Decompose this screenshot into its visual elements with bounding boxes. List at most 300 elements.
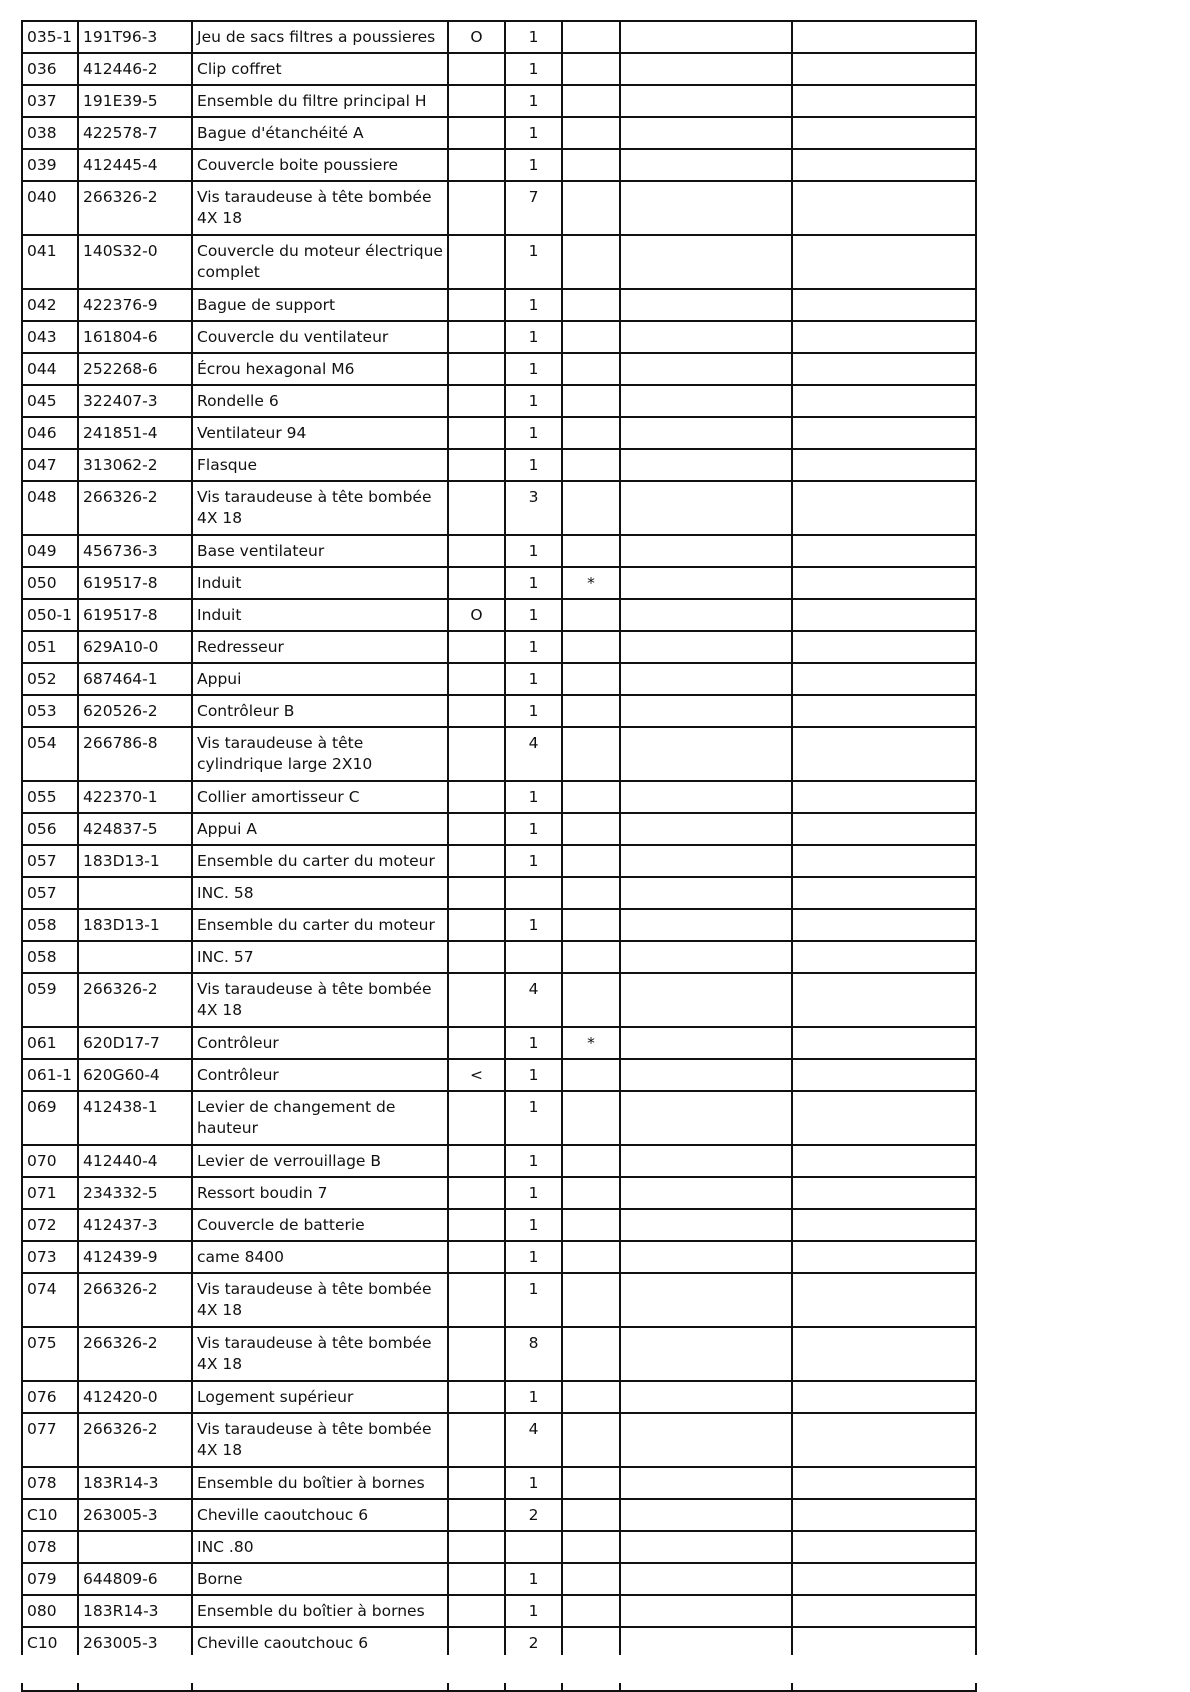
code-cell bbox=[448, 1209, 505, 1241]
code-cell bbox=[448, 417, 505, 449]
part-number-cell: 266326-2 bbox=[78, 1273, 192, 1327]
remarks-cell bbox=[792, 727, 976, 781]
notes-cell bbox=[620, 353, 792, 385]
remarks-cell bbox=[792, 353, 976, 385]
description-cell: Vis taraudeuse à tête bombée 4X 18 bbox=[192, 973, 448, 1027]
item-number-cell: 050-1 bbox=[22, 599, 78, 631]
remarks-cell bbox=[792, 909, 976, 941]
remarks-cell bbox=[792, 1091, 976, 1145]
quantity-cell: 1 bbox=[505, 1467, 562, 1499]
notes-cell bbox=[620, 53, 792, 85]
part-number-cell: 620D17-7 bbox=[78, 1027, 192, 1059]
quantity-cell: 1 bbox=[505, 845, 562, 877]
marker-cell bbox=[562, 1273, 620, 1327]
description-cell: Appui bbox=[192, 663, 448, 695]
code-cell bbox=[448, 353, 505, 385]
description-cell: Ensemble du boîtier à bornes bbox=[192, 1595, 448, 1627]
description-cell: Ressort boudin 7 bbox=[192, 1177, 448, 1209]
item-number-cell: 058 bbox=[22, 941, 78, 973]
description-cell: Rondelle 6 bbox=[192, 385, 448, 417]
item-number-cell: 057 bbox=[22, 877, 78, 909]
marker-cell bbox=[562, 481, 620, 535]
table-row bbox=[22, 1091, 976, 1145]
notes-cell bbox=[620, 117, 792, 149]
description-cell: Collier amortisseur C bbox=[192, 781, 448, 813]
marker-cell bbox=[562, 727, 620, 781]
marker-cell bbox=[562, 781, 620, 813]
part-number-cell: 266326-2 bbox=[78, 1413, 192, 1467]
table-row bbox=[22, 1595, 976, 1627]
notes-cell bbox=[620, 599, 792, 631]
notes-cell bbox=[620, 1091, 792, 1145]
remarks-cell bbox=[792, 117, 976, 149]
table-row bbox=[22, 53, 976, 85]
marker-cell bbox=[562, 1595, 620, 1627]
quantity-cell: 1 bbox=[505, 813, 562, 845]
marker-cell bbox=[562, 149, 620, 181]
item-number-cell: 038 bbox=[22, 117, 78, 149]
description-cell: Contrôleur B bbox=[192, 695, 448, 727]
code-cell bbox=[448, 845, 505, 877]
notes-cell bbox=[620, 973, 792, 1027]
description-cell: Vis taraudeuse à tête bombée 4X 18 bbox=[192, 1327, 448, 1381]
table-row bbox=[22, 417, 976, 449]
item-number-cell: C10 bbox=[22, 1627, 78, 1659]
notes-cell bbox=[620, 727, 792, 781]
quantity-cell: 4 bbox=[505, 727, 562, 781]
table-row bbox=[22, 1273, 976, 1327]
description-cell: Ensemble du carter du moteur bbox=[192, 909, 448, 941]
remarks-cell bbox=[792, 1413, 976, 1467]
part-number-cell: 412440-4 bbox=[78, 1145, 192, 1177]
part-number-cell: 183R14-3 bbox=[78, 1467, 192, 1499]
quantity-cell: 1 bbox=[505, 149, 562, 181]
part-number-cell: 412437-3 bbox=[78, 1209, 192, 1241]
table-row bbox=[22, 385, 976, 417]
table-row bbox=[22, 1413, 976, 1467]
item-number-cell: 074 bbox=[22, 1273, 78, 1327]
item-number-cell: 079 bbox=[22, 1563, 78, 1595]
description-cell: Cheville caoutchouc 6 bbox=[192, 1627, 448, 1659]
table-row bbox=[22, 481, 976, 535]
quantity-cell: 1 bbox=[505, 631, 562, 663]
item-number-cell: 058 bbox=[22, 909, 78, 941]
remarks-cell bbox=[792, 1595, 976, 1627]
notes-cell bbox=[620, 781, 792, 813]
remarks-cell bbox=[792, 845, 976, 877]
marker-cell bbox=[562, 1563, 620, 1595]
part-number-cell: 644809-6 bbox=[78, 1563, 192, 1595]
code-cell bbox=[448, 941, 505, 973]
quantity-cell: 1 bbox=[505, 567, 562, 599]
part-number-cell: 620G60-4 bbox=[78, 1059, 192, 1091]
description-cell: Base ventilateur bbox=[192, 535, 448, 567]
marker-cell bbox=[562, 535, 620, 567]
notes-cell bbox=[620, 1467, 792, 1499]
marker-cell bbox=[562, 85, 620, 117]
notes-cell bbox=[620, 663, 792, 695]
part-number-cell: 456736-3 bbox=[78, 535, 192, 567]
item-number-cell: 042 bbox=[22, 289, 78, 321]
code-cell bbox=[448, 321, 505, 353]
table-row bbox=[22, 941, 976, 973]
remarks-cell bbox=[792, 21, 976, 53]
item-number-cell: 041 bbox=[22, 235, 78, 289]
quantity-cell: 1 bbox=[505, 535, 562, 567]
description-cell: came 8400 bbox=[192, 1241, 448, 1273]
code-cell bbox=[448, 877, 505, 909]
notes-cell bbox=[620, 1563, 792, 1595]
notes-cell bbox=[620, 1273, 792, 1327]
item-number-cell: 056 bbox=[22, 813, 78, 845]
description-cell: INC .80 bbox=[192, 1531, 448, 1563]
table-row bbox=[22, 1209, 976, 1241]
code-cell bbox=[448, 85, 505, 117]
notes-cell bbox=[620, 813, 792, 845]
table-row bbox=[22, 1381, 976, 1413]
remarks-cell bbox=[792, 1027, 976, 1059]
remarks-cell bbox=[792, 1467, 976, 1499]
quantity-cell: 1 bbox=[505, 1381, 562, 1413]
quantity-cell: 1 bbox=[505, 1091, 562, 1145]
description-cell: Couvercle du ventilateur bbox=[192, 321, 448, 353]
marker-cell bbox=[562, 321, 620, 353]
remarks-cell bbox=[792, 599, 976, 631]
part-number-cell: 263005-3 bbox=[78, 1499, 192, 1531]
part-number-cell bbox=[78, 877, 192, 909]
description-cell: Vis taraudeuse à tête bombée 4X 18 bbox=[192, 1413, 448, 1467]
description-cell: Vis taraudeuse à tête bombée 4X 18 bbox=[192, 181, 448, 235]
remarks-cell bbox=[792, 567, 976, 599]
marker-cell bbox=[562, 1059, 620, 1091]
notes-cell bbox=[620, 85, 792, 117]
table-row bbox=[22, 599, 976, 631]
code-cell bbox=[448, 663, 505, 695]
table-row bbox=[22, 973, 976, 1027]
description-cell: Cheville caoutchouc 6 bbox=[192, 1499, 448, 1531]
code-cell: O bbox=[448, 599, 505, 631]
code-cell bbox=[448, 117, 505, 149]
quantity-cell: 1 bbox=[505, 449, 562, 481]
description-cell: Contrôleur bbox=[192, 1059, 448, 1091]
marker-cell bbox=[562, 117, 620, 149]
remarks-cell bbox=[792, 289, 976, 321]
item-number-cell: 057 bbox=[22, 845, 78, 877]
item-number-cell: 070 bbox=[22, 1145, 78, 1177]
table-row bbox=[22, 909, 976, 941]
part-number-cell: 191T96-3 bbox=[78, 21, 192, 53]
description-cell: Induit bbox=[192, 567, 448, 599]
description-cell: Appui A bbox=[192, 813, 448, 845]
quantity-cell: 1 bbox=[505, 1177, 562, 1209]
item-number-cell: 059 bbox=[22, 973, 78, 1027]
description-cell: Redresseur bbox=[192, 631, 448, 663]
code-cell bbox=[448, 1595, 505, 1627]
notes-cell bbox=[620, 695, 792, 727]
code-cell bbox=[448, 1327, 505, 1381]
notes-cell bbox=[620, 1327, 792, 1381]
table-row bbox=[22, 631, 976, 663]
notes-cell bbox=[620, 1595, 792, 1627]
notes-cell bbox=[620, 149, 792, 181]
quantity-cell: 1 bbox=[505, 385, 562, 417]
notes-cell bbox=[620, 385, 792, 417]
table-row bbox=[22, 1177, 976, 1209]
code-cell bbox=[448, 289, 505, 321]
quantity-cell: 1 bbox=[505, 117, 562, 149]
code-cell bbox=[448, 727, 505, 781]
code-cell bbox=[448, 631, 505, 663]
remarks-cell bbox=[792, 941, 976, 973]
marker-cell: * bbox=[562, 1027, 620, 1059]
marker-cell bbox=[562, 1413, 620, 1467]
notes-cell bbox=[620, 1145, 792, 1177]
table-row bbox=[22, 85, 976, 117]
description-cell: Levier de verrouillage B bbox=[192, 1145, 448, 1177]
quantity-cell: 4 bbox=[505, 1413, 562, 1467]
code-cell bbox=[448, 1499, 505, 1531]
code-cell bbox=[448, 449, 505, 481]
notes-cell bbox=[620, 449, 792, 481]
item-number-cell: 051 bbox=[22, 631, 78, 663]
part-number-cell: 422370-1 bbox=[78, 781, 192, 813]
notes-cell bbox=[620, 567, 792, 599]
remarks-cell bbox=[792, 321, 976, 353]
part-number-cell: 619517-8 bbox=[78, 599, 192, 631]
parts-list-table bbox=[21, 20, 977, 1692]
remarks-cell bbox=[792, 1177, 976, 1209]
marker-cell bbox=[562, 235, 620, 289]
code-cell: O bbox=[448, 21, 505, 53]
quantity-cell: 1 bbox=[505, 353, 562, 385]
code-cell bbox=[448, 1091, 505, 1145]
table-row bbox=[22, 21, 976, 53]
quantity-cell: 2 bbox=[505, 1627, 562, 1659]
notes-cell bbox=[620, 1241, 792, 1273]
item-number-cell: 044 bbox=[22, 353, 78, 385]
quantity-cell: 4 bbox=[505, 973, 562, 1027]
item-number-cell: 054 bbox=[22, 727, 78, 781]
remarks-cell bbox=[792, 1273, 976, 1327]
quantity-cell bbox=[505, 877, 562, 909]
quantity-cell: 1 bbox=[505, 599, 562, 631]
code-cell bbox=[448, 181, 505, 235]
remarks-cell bbox=[792, 973, 976, 1027]
marker-cell bbox=[562, 1499, 620, 1531]
marker-cell bbox=[562, 631, 620, 663]
code-cell bbox=[448, 1467, 505, 1499]
notes-cell bbox=[620, 1413, 792, 1467]
marker-cell bbox=[562, 1177, 620, 1209]
item-number-cell: 076 bbox=[22, 1381, 78, 1413]
part-number-cell: 234332-5 bbox=[78, 1177, 192, 1209]
quantity-cell: 1 bbox=[505, 695, 562, 727]
part-number-cell bbox=[78, 1531, 192, 1563]
marker-cell bbox=[562, 21, 620, 53]
remarks-cell bbox=[792, 417, 976, 449]
table-row bbox=[22, 1499, 976, 1531]
marker-cell bbox=[562, 663, 620, 695]
notes-cell bbox=[620, 1531, 792, 1563]
quantity-cell: 1 bbox=[505, 1595, 562, 1627]
quantity-cell: 1 bbox=[505, 1059, 562, 1091]
description-cell: Contrôleur bbox=[192, 1027, 448, 1059]
code-cell bbox=[448, 973, 505, 1027]
code-cell bbox=[448, 909, 505, 941]
table-row bbox=[22, 1327, 976, 1381]
item-number-cell: 037 bbox=[22, 85, 78, 117]
table-row bbox=[22, 663, 976, 695]
table-row bbox=[22, 1531, 976, 1563]
description-cell: Vis taraudeuse à tête bombée 4X 18 bbox=[192, 481, 448, 535]
marker-cell bbox=[562, 1327, 620, 1381]
table-row bbox=[22, 877, 976, 909]
part-number-cell: 183D13-1 bbox=[78, 845, 192, 877]
quantity-cell: 1 bbox=[505, 321, 562, 353]
part-number-cell: 313062-2 bbox=[78, 449, 192, 481]
table-row bbox=[22, 117, 976, 149]
remarks-cell bbox=[792, 695, 976, 727]
marker-cell bbox=[562, 599, 620, 631]
item-number-cell: 078 bbox=[22, 1467, 78, 1499]
marker-cell bbox=[562, 449, 620, 481]
quantity-cell: 1 bbox=[505, 85, 562, 117]
item-number-cell: 039 bbox=[22, 149, 78, 181]
description-cell: INC. 58 bbox=[192, 877, 448, 909]
table-row bbox=[22, 1145, 976, 1177]
remarks-cell bbox=[792, 1209, 976, 1241]
item-number-cell: 040 bbox=[22, 181, 78, 235]
table-row bbox=[22, 727, 976, 781]
code-cell bbox=[448, 535, 505, 567]
quantity-cell: 1 bbox=[505, 53, 562, 85]
part-number-cell: 322407-3 bbox=[78, 385, 192, 417]
remarks-cell bbox=[792, 1499, 976, 1531]
notes-cell bbox=[620, 481, 792, 535]
remarks-cell bbox=[792, 631, 976, 663]
remarks-cell bbox=[792, 663, 976, 695]
code-cell bbox=[448, 1241, 505, 1273]
description-cell: Flasque bbox=[192, 449, 448, 481]
marker-cell bbox=[562, 1091, 620, 1145]
item-number-cell: 053 bbox=[22, 695, 78, 727]
quantity-cell: 7 bbox=[505, 181, 562, 235]
table-row bbox=[22, 813, 976, 845]
parts-list-body bbox=[22, 21, 976, 1691]
table-row bbox=[22, 353, 976, 385]
code-cell bbox=[448, 53, 505, 85]
table-row bbox=[22, 181, 976, 235]
item-number-cell: 072 bbox=[22, 1209, 78, 1241]
remarks-cell bbox=[792, 1059, 976, 1091]
part-number-cell: 422376-9 bbox=[78, 289, 192, 321]
code-cell: < bbox=[448, 1059, 505, 1091]
part-number-cell: 412439-9 bbox=[78, 1241, 192, 1273]
description-cell: Couvercle du moteur électrique complet bbox=[192, 235, 448, 289]
marker-cell bbox=[562, 909, 620, 941]
code-cell bbox=[448, 1027, 505, 1059]
quantity-cell: 1 bbox=[505, 1145, 562, 1177]
table-row bbox=[22, 321, 976, 353]
description-cell: INC. 57 bbox=[192, 941, 448, 973]
description-cell: Clip coffret bbox=[192, 53, 448, 85]
table-row bbox=[22, 1563, 976, 1595]
table-row bbox=[22, 781, 976, 813]
marker-cell bbox=[562, 1467, 620, 1499]
notes-cell bbox=[620, 877, 792, 909]
quantity-cell: 3 bbox=[505, 481, 562, 535]
item-number-cell: 035-1 bbox=[22, 21, 78, 53]
table-row bbox=[22, 1241, 976, 1273]
description-cell: Couvercle boite poussiere bbox=[192, 149, 448, 181]
item-number-cell: 055 bbox=[22, 781, 78, 813]
remarks-cell bbox=[792, 1327, 976, 1381]
quantity-cell: 1 bbox=[505, 21, 562, 53]
description-cell: Ensemble du carter du moteur bbox=[192, 845, 448, 877]
part-number-cell: 266326-2 bbox=[78, 1327, 192, 1381]
part-number-cell: 266326-2 bbox=[78, 973, 192, 1027]
code-cell bbox=[448, 1563, 505, 1595]
item-number-cell: 061 bbox=[22, 1027, 78, 1059]
description-cell: Induit bbox=[192, 599, 448, 631]
item-number-cell: 061-1 bbox=[22, 1059, 78, 1091]
item-number-cell: 073 bbox=[22, 1241, 78, 1273]
part-number-cell: 252268-6 bbox=[78, 353, 192, 385]
description-cell: Bague d'étanchéité A bbox=[192, 117, 448, 149]
notes-cell bbox=[620, 1209, 792, 1241]
notes-cell bbox=[620, 235, 792, 289]
remarks-cell bbox=[792, 53, 976, 85]
item-number-cell: 077 bbox=[22, 1413, 78, 1467]
notes-cell bbox=[620, 321, 792, 353]
table-row bbox=[22, 567, 976, 599]
marker-cell bbox=[562, 845, 620, 877]
part-number-cell: 422578-7 bbox=[78, 117, 192, 149]
code-cell bbox=[448, 1413, 505, 1467]
table-row bbox=[22, 845, 976, 877]
marker-cell bbox=[562, 813, 620, 845]
marker-cell bbox=[562, 53, 620, 85]
description-cell: Logement supérieur bbox=[192, 1381, 448, 1413]
quantity-cell: 1 bbox=[505, 289, 562, 321]
description-cell: Jeu de sacs filtres a poussieres bbox=[192, 21, 448, 53]
marker-cell: * bbox=[562, 567, 620, 599]
description-cell: Vis taraudeuse à tête bombée 4X 18 bbox=[192, 1273, 448, 1327]
code-cell bbox=[448, 235, 505, 289]
code-cell bbox=[448, 1381, 505, 1413]
quantity-cell: 1 bbox=[505, 663, 562, 695]
description-cell: Couvercle de batterie bbox=[192, 1209, 448, 1241]
marker-cell bbox=[562, 1209, 620, 1241]
part-number-cell: 266786-8 bbox=[78, 727, 192, 781]
remarks-cell bbox=[792, 85, 976, 117]
notes-cell bbox=[620, 535, 792, 567]
notes-cell bbox=[620, 1177, 792, 1209]
table-row bbox=[22, 289, 976, 321]
part-number-cell: 620526-2 bbox=[78, 695, 192, 727]
notes-cell bbox=[620, 1059, 792, 1091]
item-number-cell: 049 bbox=[22, 535, 78, 567]
part-number-cell: 629A10-0 bbox=[78, 631, 192, 663]
quantity-cell: 2 bbox=[505, 1499, 562, 1531]
part-number-cell: 619517-8 bbox=[78, 567, 192, 599]
part-number-cell: 412420-0 bbox=[78, 1381, 192, 1413]
notes-cell bbox=[620, 941, 792, 973]
table-row bbox=[22, 1027, 976, 1059]
quantity-cell bbox=[505, 1531, 562, 1563]
description-cell: Bague de support bbox=[192, 289, 448, 321]
page-bottom-edge bbox=[0, 1655, 1190, 1683]
